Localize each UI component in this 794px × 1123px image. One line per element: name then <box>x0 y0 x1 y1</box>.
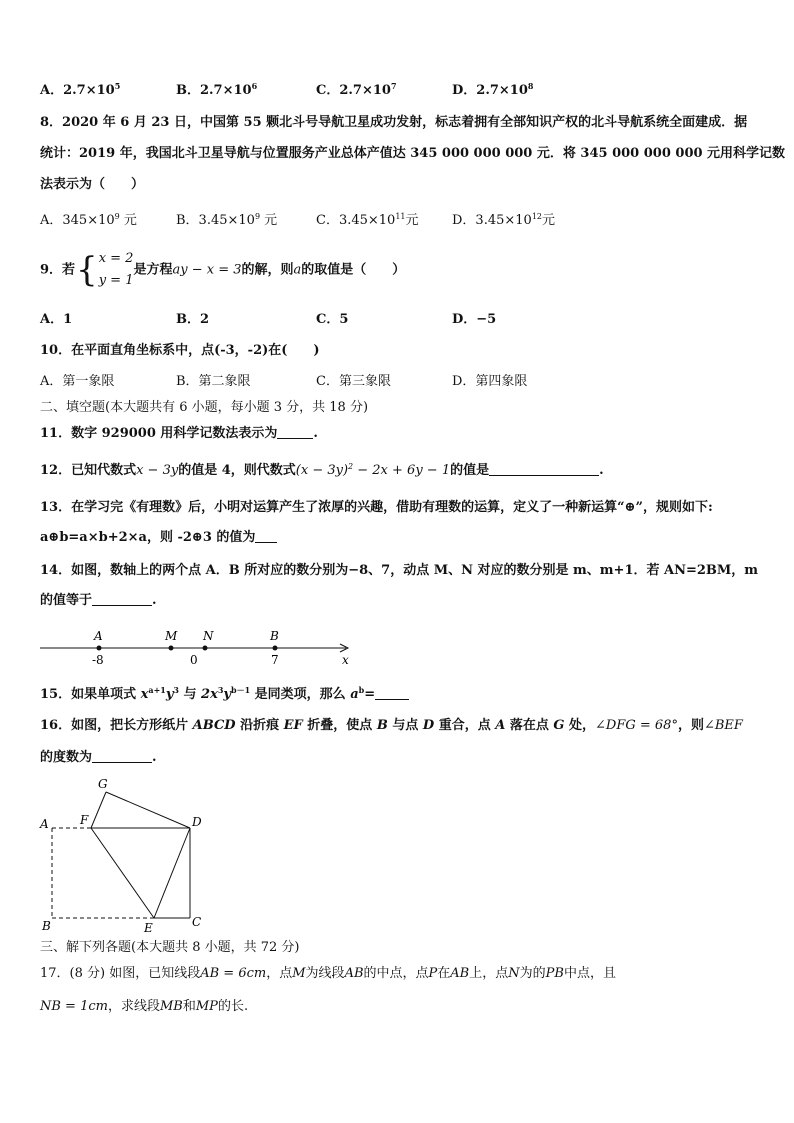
label-f: F <box>80 813 89 827</box>
label-a: A <box>40 817 49 831</box>
q9-option-a: A．1 <box>40 312 73 327</box>
label-g: G <box>98 777 108 791</box>
edge-ed <box>154 828 190 918</box>
label-b: B <box>270 629 279 643</box>
q7-options <box>40 81 740 101</box>
answer-blank <box>92 748 152 763</box>
answer-blank <box>255 528 277 543</box>
q8-line2: 统计：2019 年，我国北斗卫星导航与位置服务产业总体产值达 345 000 000 000 元．将 345 000 000 000 元用科学记数 <box>40 146 786 161</box>
q9-option-c: C．5 <box>316 312 349 327</box>
label-m: M <box>165 629 178 643</box>
q17-line1: 17．(8 分) 如图，已知线段AB = 6cm，点M为线段AB的中点，点P在AB上，点N为的PB中点，且 <box>40 966 616 981</box>
q11-stem: 11．数字 929000 用科学记数法表示为 . <box>40 426 318 441</box>
folded-rectangle-figure <box>36 776 216 934</box>
q12-stem: 12．已知代数式x − 3y的值是 4，则代数式$(x - 3y)^2 - 2x + 6y - 1$的值是 . <box>40 462 604 478</box>
q9-system: x = 2 y = 1 <box>98 251 134 288</box>
q9-option-d: D．−5 <box>452 312 497 327</box>
q14-line2: 的值等于 . <box>40 593 157 608</box>
q8-line1: 8．2020 年 6 月 23 日，中国第 55 颗北斗号导航卫星成功发射，标志着拥有全部知识产权的北斗导航系统全面建成．据 <box>40 115 748 130</box>
q10-option-a: A．第一象限 <box>40 374 115 389</box>
q8-option-a: A．$345\times 10^9$ 元 <box>40 212 137 228</box>
q10-option-b: B．第二象限 <box>176 374 251 389</box>
number-line-figure <box>38 624 358 672</box>
q8-line3: 法表示为（ ） <box>40 177 145 192</box>
q17-line2: NB = 1cm，求线段MB和MP的长. <box>40 999 249 1014</box>
crease-ef <box>91 828 154 918</box>
axis-label-x: x <box>342 653 349 667</box>
edge-gd <box>106 792 190 828</box>
q9-options <box>40 310 740 330</box>
q7-option-a: A．$2.7\times 10^5$ <box>40 81 121 98</box>
label-d: D <box>192 815 202 829</box>
label-c: C <box>192 915 202 929</box>
section3-heading: 三、解下列各题(本大题共 8 小题，共 72 分) <box>40 940 300 955</box>
brace-icon: { <box>76 250 98 290</box>
tick-label-0: 0 <box>190 653 198 667</box>
answer-blank <box>277 424 313 439</box>
answer-blank <box>489 461 599 476</box>
q10-option-d: D．第四象限 <box>452 374 528 389</box>
q8-option-d: D．$3.45\times 10^{12}$元 <box>452 212 556 228</box>
q9-stem: 9．若{x = 2 y = 1是方程ay − x = 3的解，则a的取值是（ ） <box>40 250 406 290</box>
q16-line2: 的度数为 . <box>40 750 157 765</box>
tick-label-neg8: -8 <box>92 653 104 667</box>
edge-fg <box>91 792 106 828</box>
point-a-dot <box>97 646 102 651</box>
q7-option-d: D．$2.7\times 10^8$ <box>452 81 534 98</box>
point-m-dot <box>169 646 174 651</box>
q10-stem: 10．在平面直角坐标系中，点(-3，-2)在( ) <box>40 343 320 358</box>
label-e: E <box>144 921 153 935</box>
label-a: A <box>94 629 103 643</box>
q14-line1: 14．如图，数轴上的两个点 A．B 所对应的数分别为−8、7，动点 M、N 对应的数分别是 m、m+1．若 AN=2BM，m <box>40 563 759 578</box>
q10-option-c: C．第三象限 <box>316 374 391 389</box>
q15-stem: 15．如果单项式 $x^{a+1}y^3$ 与 $2x^3y^{b-1}$ 是同类项，那么 $a^b=$ <box>40 685 409 705</box>
section2-heading: 二、填空题(本大题共有 6 小题，每小题 3 分，共 18 分) <box>40 400 369 415</box>
point-b-dot <box>273 646 278 651</box>
tick-label-7: 7 <box>271 653 279 667</box>
q8-options <box>40 211 740 231</box>
q8-option-c: C．$3.45\times 10^{11}$元 <box>316 212 419 228</box>
q7-option-c: C．$2.7\times 10^7$ <box>316 81 397 98</box>
q13-line1: 13．在学习完《有理数》后，小明对运算产生了浓厚的兴趣，借助有理数的运算，定义了一种新运算“⊕”，规则如下: <box>40 500 713 515</box>
point-n-dot <box>203 646 208 651</box>
q9-option-b: B．2 <box>176 312 210 327</box>
q13-line2: a⊕b=a×b+2×a，则 -2⊕3 的值为 <box>40 528 277 548</box>
answer-blank <box>92 591 152 606</box>
q7-option-b: B．$2.7\times 10^6$ <box>176 81 258 98</box>
answer-blank <box>375 685 409 700</box>
q8-option-b: B．$3.45\times 10^9$ 元 <box>176 212 278 228</box>
q16-line1: 16．如图，把长方形纸片 ABCD 沿折痕 EF 折叠，使点 B 与点 D 重合，点 A 落在点 G 处，∠DFG = 68°，则∠BEF <box>40 718 743 733</box>
label-n: N <box>203 629 214 643</box>
q10-options <box>40 372 740 392</box>
label-b: B <box>42 919 51 933</box>
